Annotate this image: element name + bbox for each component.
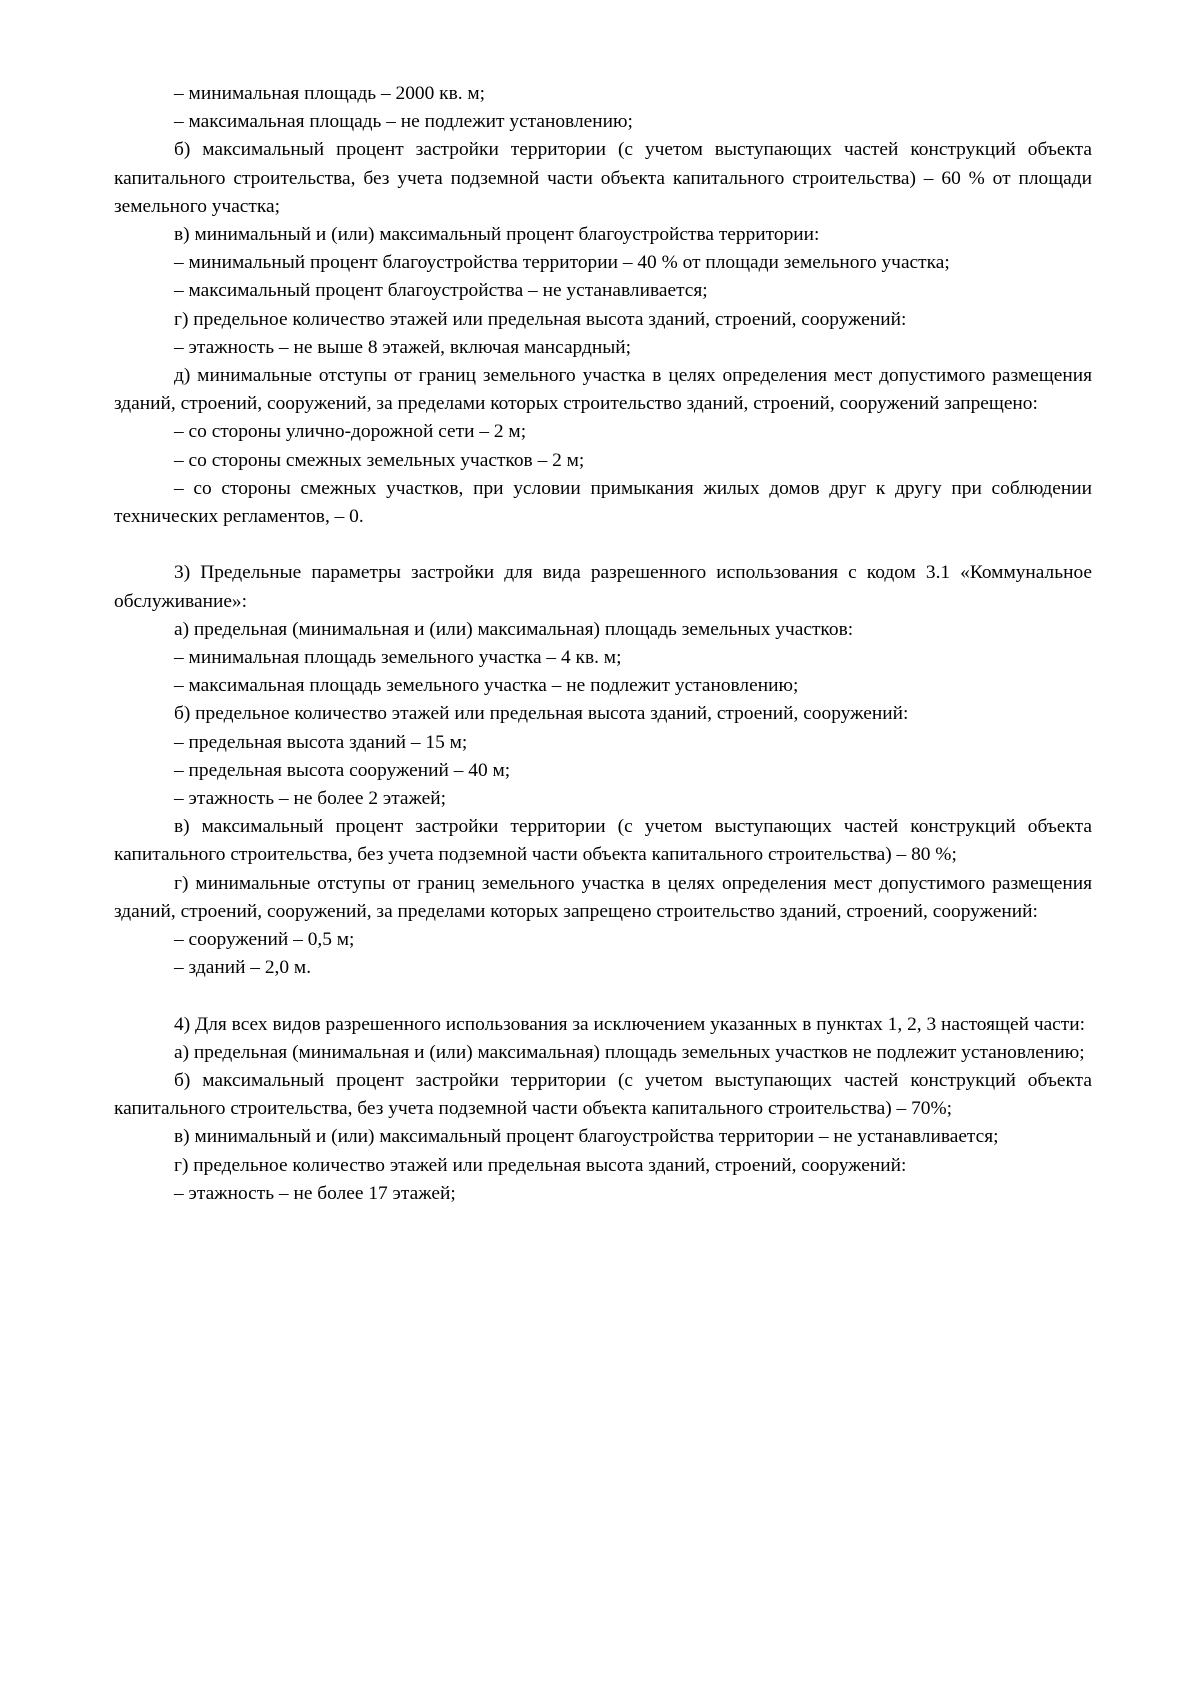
paragraph: – со стороны смежных земельных участков – 2 м; — [174, 449, 585, 471]
paragraph: г) предельное количество этажей или предельная высота зданий, строений, сооружений: — [174, 1154, 907, 1176]
paragraph: в) минимальный и (или) максимальный процент благоустройства территории: — [174, 224, 820, 246]
paragraph: – со стороны смежных участков, при условии примыкания жилых домов друг к другу при соблюдении технических регламентов, – 0. — [114, 477, 1092, 528]
paragraph: – минимальная площадь земельного участка – 4 кв. м; — [174, 647, 622, 669]
paragraph: в) минимальный и (или) максимальный процент благоустройства территории – не устанавливается; — [174, 1126, 999, 1148]
paragraph: г) минимальные отступы от границ земельного участка в целях определения мест допустимого размещения зданий, строений, сооружений, за пределами которых запрещено строительство зданий, строений, сооружений: — [114, 872, 1092, 922]
paragraph: – предельная высота зданий – 15 м; — [174, 731, 468, 753]
paragraph: – со стороны улично-дорожной сети – 2 м; — [174, 421, 527, 443]
paragraph: б) максимальный процент застройки территории (с учетом выступающих частей конструкций объекта капитального строительства, без учета подземной части объекта капитального строительства) – 60 % от площади земельного участка; — [114, 139, 1092, 217]
paragraph: – этажность – не более 17 этажей; — [174, 1182, 456, 1204]
paragraph: – сооружений – 0,5 м; — [174, 929, 355, 951]
paragraph: – этажность – не выше 8 этажей, включая мансардный; — [174, 336, 632, 358]
paragraph: – максимальная площадь – не подлежит установлению; — [174, 111, 633, 133]
paragraph: г) предельное количество этажей или предельная высота зданий, строений, сооружений: — [174, 308, 907, 330]
document-body — [114, 80, 1092, 1208]
paragraph: – максимальный процент благоустройства – не устанавливается; — [174, 280, 708, 302]
section-heading-4: 4) Для всех видов разрешенного использования за исключением указанных в пунктах 1, 2, 3 настоящей части: — [174, 1013, 1086, 1035]
paragraph: а) предельная (минимальная и (или) максимальная) площадь земельных участков: — [174, 618, 854, 640]
paragraph: б) максимальный процент застройки территории (с учетом выступающих частей конструкций объекта капитального строительства, без учета подземной части объекта капитального строительства) – 70%; — [114, 1070, 1092, 1120]
paragraph: – минимальный процент благоустройства территории – 40 % от площади земельного участка; — [174, 252, 950, 274]
paragraph: – предельная высота сооружений – 40 м; — [174, 759, 511, 781]
paragraph: – зданий – 2,0 м. — [174, 957, 312, 979]
paragraph: б) предельное количество этажей или предельная высота зданий, строений, сооружений: — [174, 703, 909, 725]
paragraph: – этажность – не более 2 этажей; — [174, 788, 447, 810]
paragraph-spacer — [114, 531, 1092, 559]
paragraph: д) минимальные отступы от границ земельного участка в целях определения мест допустимого размещения зданий, строений, сооружений, за пределами которых строительство зданий, строений, сооружений запрещено: — [114, 365, 1092, 415]
paragraph: – максимальная площадь земельного участка – не подлежит установлению; — [174, 675, 799, 697]
paragraph: в) максимальный процент застройки территории (с учетом выступающих частей конструкций объекта капитального строительства, без учета подземной части объекта капитального строительства) – 80 %; — [114, 816, 1092, 866]
paragraph: – минимальная площадь – 2000 кв. м; — [174, 83, 486, 104]
paragraph: а) предельная (минимальная и (или) максимальная) площадь земельных участков не подлежит установлению; — [174, 1041, 1085, 1063]
section-heading-3: 3) Предельные параметры застройки для вида разрешенного использования с кодом 3.1 «Коммунальное обслуживание»: — [114, 562, 1092, 612]
paragraph-spacer — [114, 982, 1092, 1010]
